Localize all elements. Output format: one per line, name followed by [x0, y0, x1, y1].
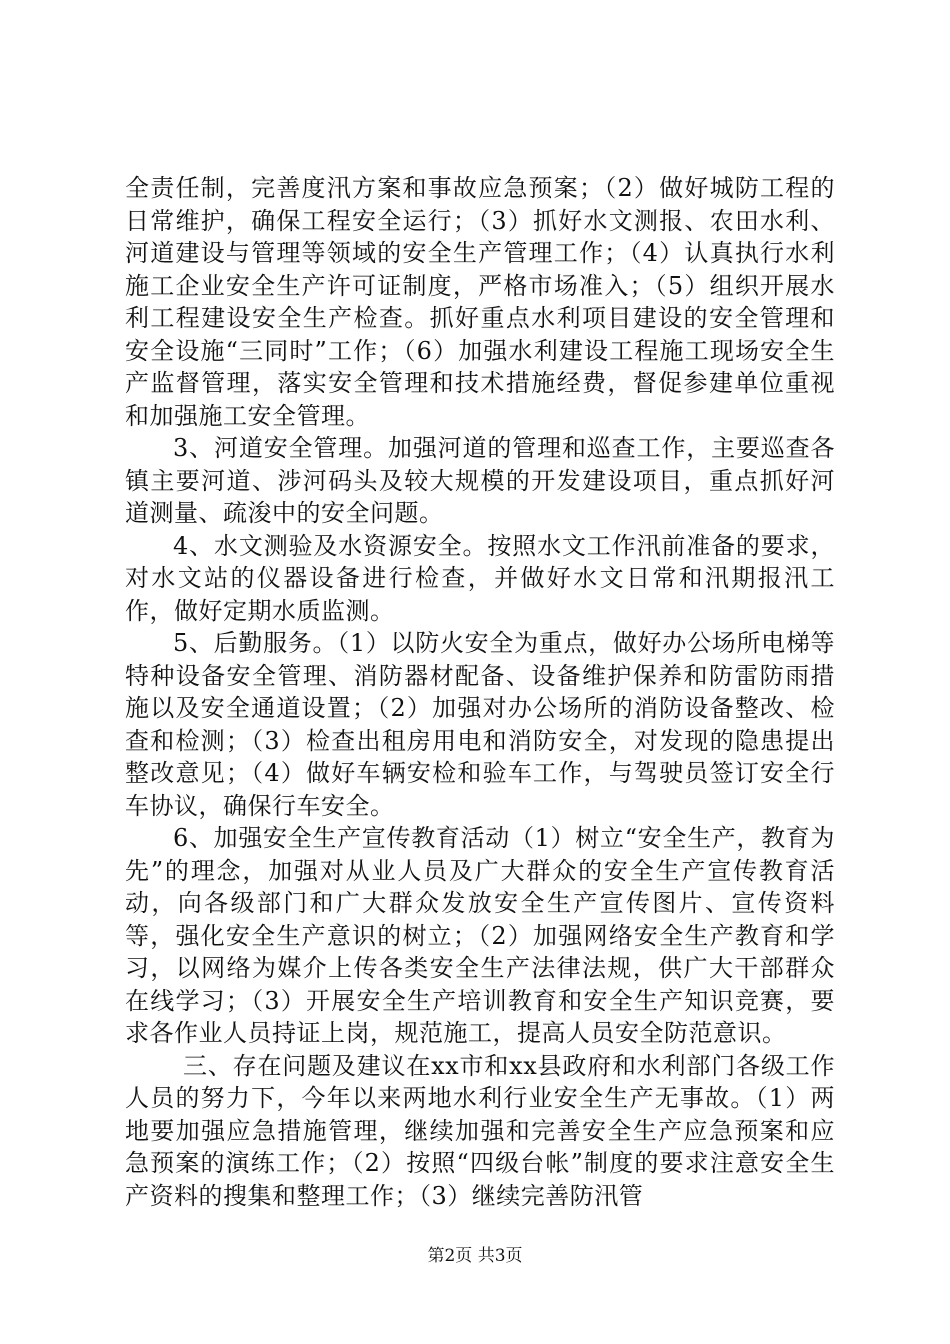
paragraph-problems-suggestions: 三、存在问题及建议在xx市和xx县政府和水利部门各级工作人员的努力下，今年以来两地水利行业安全生产无事故。（1）两地要加强应急措施管理，继续加强和完善安全生产应急预案和应急预案的演练工作；（2）按照“四级台帐”制度的要求注意安全生产资料的搜集和整理工作；（3）继续完善防汛管: [125, 1051, 835, 1210]
paragraph-continued-item-2: 全责任制，完善度汛方案和事故应急预案；（2）做好城防工程的日常维护，确保工程安全运行；（3）抓好水文测报、农田水利、河道建设与管理等领域的安全生产管理工作；（4）认真执行水利施工企业安全生产许可证制度，严格市场准入；（5）组织开展水利工程建设安全生产检查。抓好重点水利项目建设的安全管理和安全设施“三同时”工作；（6）加强水利建设工程施工现场安全生产监督管理，落实安全管理和技术措施经费，督促参建单位重视和加强施工安全管理。: [125, 174, 835, 430]
paragraph-education: 6、加强安全生产宣传教育活动（1）树立“安全生产，教育为先”的理念，加强对从业人员及广大群众的安全生产宣传教育活动，向各级部门和广大群众发放安全生产宣传图片、宣传资料等，强化安全生产意识的树立；（2）加强网络安全生产教育和学习，以网络为媒介上传各类安全生产法律法规，供广大干部群众在线学习；（3）开展安全生产培训教育和安全生产知识竞赛，要求各作业人员持证上岗，规范施工，提高人员安全防范意识。: [125, 824, 835, 1047]
document-body: [125, 172, 835, 1212]
page-footer: 第2页 共3页: [427, 1246, 523, 1266]
paragraph-hydrology: 4、水文测验及水资源安全。按照水文工作汛前准备的要求，对水文站的仪器设备进行检查，并做好水文日常和汛期报汛工作，做好定期水质监测。: [125, 531, 835, 625]
paragraph-river-safety: 3、河道安全管理。加强河道的管理和巡查工作，主要巡查各镇主要河道、涉河码头及较大规模的开发建设项目，重点抓好河道测量、疏浚中的安全问题。: [125, 434, 835, 527]
paragraph-logistics: 5、后勤服务。（1）以防火安全为重点，做好办公场所电梯等特种设备安全管理、消防器材配备、设备维护保养和防雷防雨措施以及安全通道设置；（2）加强对办公场所的消防设备整改、检查和检测；（3）检查出租房用电和消防安全，对发现的隐患提出整改意见；（4）做好车辆安检和验车工作，与驾驶员签订安全行车协议，确保行车安全。: [125, 629, 835, 820]
